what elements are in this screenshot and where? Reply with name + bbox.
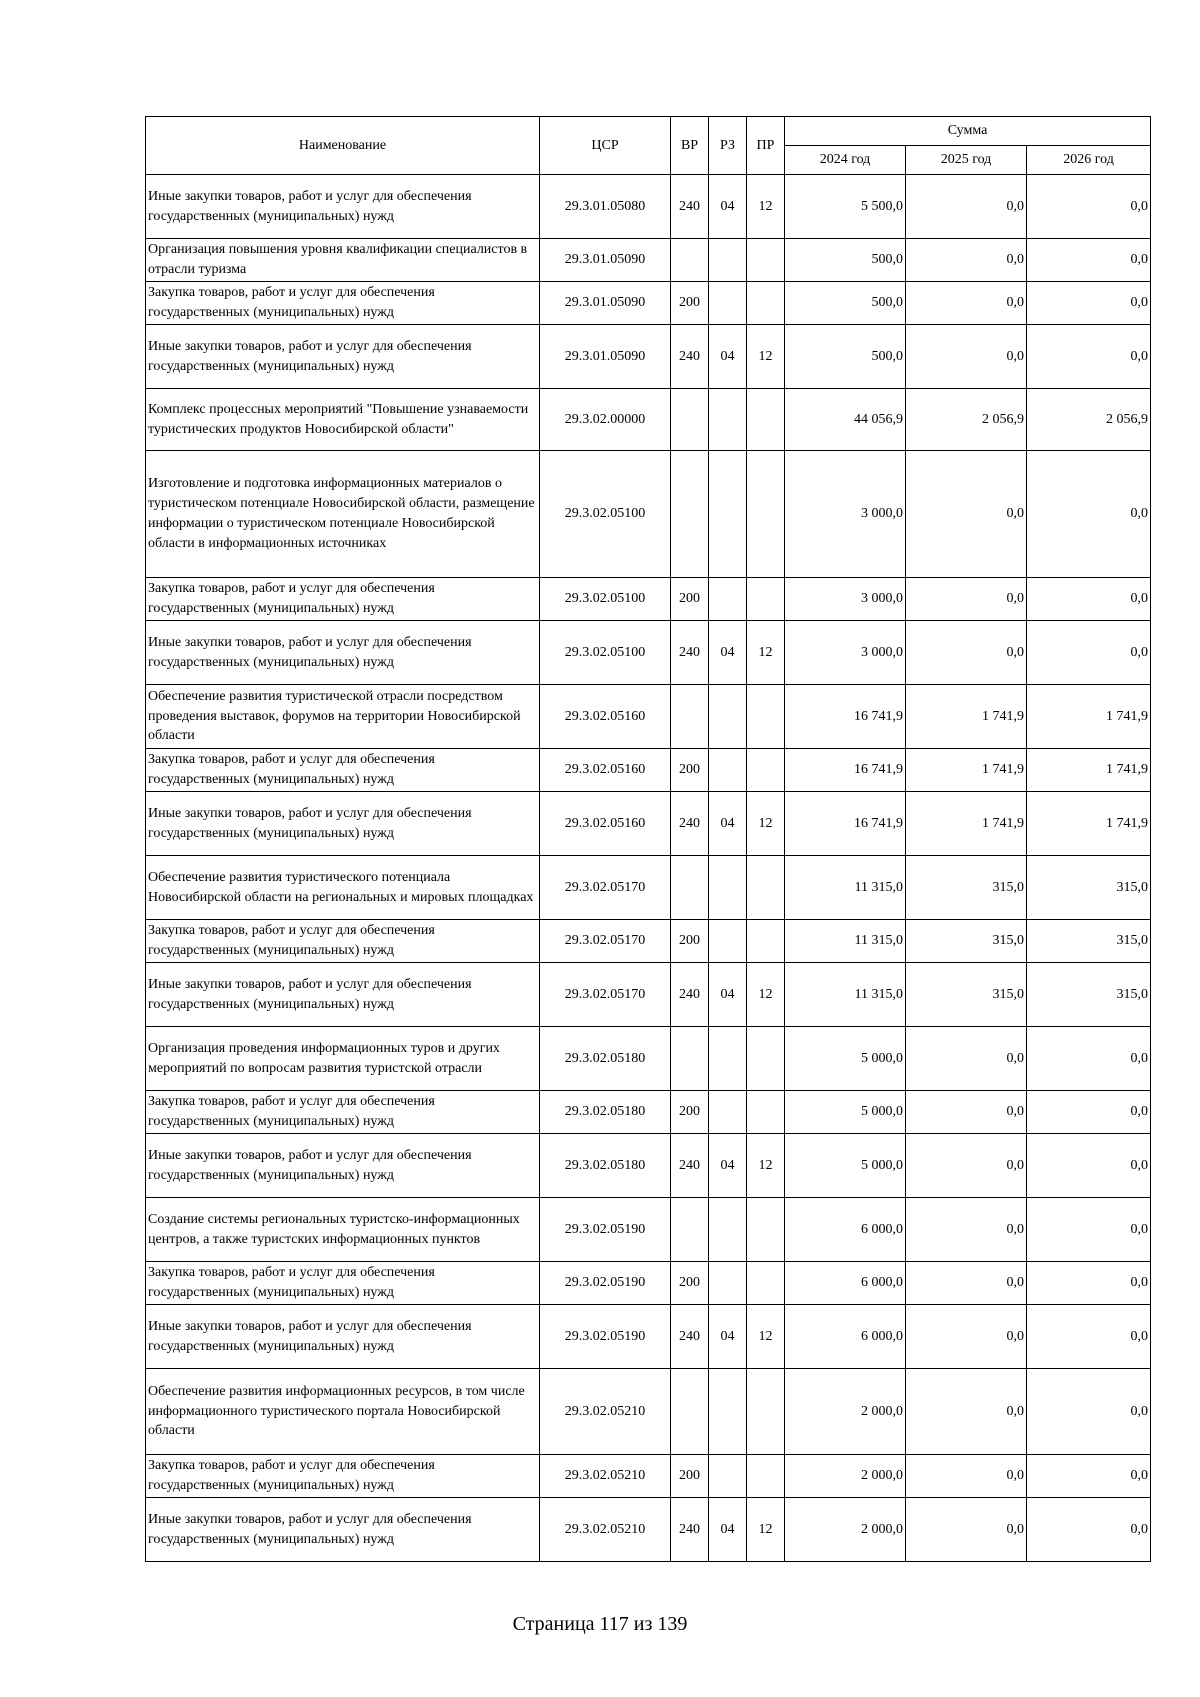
- row-sum-2025: 0,0: [906, 282, 1027, 325]
- row-sum-2024: 16 741,9: [785, 792, 906, 856]
- row-csr: 29.3.01.05090: [540, 325, 671, 389]
- row-sum-2024: 5 000,0: [785, 1091, 906, 1134]
- row-name: Закупка товаров, работ и услуг для обеспечения государственных (муниципальных) нужд: [146, 1262, 540, 1305]
- row-rz: [709, 1369, 747, 1455]
- row-rz: 04: [709, 1305, 747, 1369]
- table-row: [146, 175, 1151, 239]
- row-rz: [709, 282, 747, 325]
- row-vr: 240: [671, 1498, 709, 1562]
- row-sum-2024: 5 000,0: [785, 1134, 906, 1198]
- row-name: Изготовление и подготовка информационных материалов о туристическом потенциале Новосибирской области, размещение информации о туристическом потенциале Новосибирской области в информационных источниках: [146, 451, 540, 578]
- row-pr: 12: [747, 1305, 785, 1369]
- row-pr: [747, 389, 785, 451]
- row-sum-2026: 315,0: [1027, 856, 1151, 920]
- row-sum-2026: 0,0: [1027, 1498, 1151, 1562]
- row-vr: 200: [671, 920, 709, 963]
- row-rz: [709, 389, 747, 451]
- row-sum-2024: 6 000,0: [785, 1262, 906, 1305]
- row-sum-2024: 11 315,0: [785, 856, 906, 920]
- row-vr: 240: [671, 963, 709, 1027]
- row-sum-2025: 0,0: [906, 1305, 1027, 1369]
- row-rz: 04: [709, 1134, 747, 1198]
- row-sum-2026: 1 741,9: [1027, 792, 1151, 856]
- row-sum-2025: 0,0: [906, 1134, 1027, 1198]
- row-pr: [747, 239, 785, 282]
- row-rz: [709, 1091, 747, 1134]
- row-vr: [671, 1027, 709, 1091]
- row-csr: 29.3.02.05100: [540, 578, 671, 621]
- budget-table: [145, 116, 1151, 1562]
- row-sum-2025: 0,0: [906, 578, 1027, 621]
- row-csr: 29.3.02.05170: [540, 856, 671, 920]
- row-pr: [747, 578, 785, 621]
- row-sum-2025: 0,0: [906, 1027, 1027, 1091]
- row-pr: 12: [747, 963, 785, 1027]
- row-rz: 04: [709, 1498, 747, 1562]
- row-csr: 29.3.02.05210: [540, 1455, 671, 1498]
- row-sum-2024: 500,0: [785, 239, 906, 282]
- row-name: Обеспечение развития туристической отрасли посредством проведения выставок, форумов на территории Новосибирской области: [146, 685, 540, 749]
- table-row: [146, 1262, 1151, 1305]
- row-csr: 29.3.02.05170: [540, 963, 671, 1027]
- row-csr: 29.3.02.05160: [540, 792, 671, 856]
- row-rz: [709, 1262, 747, 1305]
- row-sum-2025: 315,0: [906, 920, 1027, 963]
- row-pr: 12: [747, 1498, 785, 1562]
- row-name: Иные закупки товаров, работ и услуг для обеспечения государственных (муниципальных) нужд: [146, 621, 540, 685]
- row-name: Закупка товаров, работ и услуг для обеспечения государственных (муниципальных) нужд: [146, 578, 540, 621]
- table-body: [146, 175, 1151, 1562]
- row-vr: [671, 389, 709, 451]
- row-name: Создание системы региональных туристско-информационных центров, а также туристских информационных пунктов: [146, 1198, 540, 1262]
- row-pr: [747, 282, 785, 325]
- table-row: [146, 389, 1151, 451]
- row-rz: [709, 685, 747, 749]
- row-sum-2026: 0,0: [1027, 1369, 1151, 1455]
- row-pr: 12: [747, 325, 785, 389]
- row-sum-2025: 315,0: [906, 856, 1027, 920]
- row-rz: 04: [709, 175, 747, 239]
- row-sum-2026: 0,0: [1027, 1198, 1151, 1262]
- row-name: Обеспечение развития туристического потенциала Новосибирской области на региональных и мировых площадках: [146, 856, 540, 920]
- row-rz: 04: [709, 325, 747, 389]
- table-row: [146, 1198, 1151, 1262]
- row-pr: [747, 920, 785, 963]
- row-vr: [671, 1369, 709, 1455]
- table-row: [146, 920, 1151, 963]
- row-name: Комплекс процессных мероприятий "Повышение узнаваемости туристических продуктов Новосибирской области": [146, 389, 540, 451]
- table-row: [146, 1091, 1151, 1134]
- header-year-2026: 2026 год: [1027, 146, 1151, 175]
- row-sum-2024: 3 000,0: [785, 578, 906, 621]
- row-sum-2025: 0,0: [906, 621, 1027, 685]
- row-sum-2024: 16 741,9: [785, 749, 906, 792]
- row-vr: 200: [671, 578, 709, 621]
- row-rz: [709, 451, 747, 578]
- row-name: Закупка товаров, работ и услуг для обеспечения государственных (муниципальных) нужд: [146, 1455, 540, 1498]
- row-pr: [747, 856, 785, 920]
- row-name: Иные закупки товаров, работ и услуг для обеспечения государственных (муниципальных) нужд: [146, 325, 540, 389]
- row-sum-2026: 0,0: [1027, 175, 1151, 239]
- row-vr: 200: [671, 749, 709, 792]
- row-csr: 29.3.02.05180: [540, 1027, 671, 1091]
- row-sum-2025: 0,0: [906, 325, 1027, 389]
- table-row: [146, 239, 1151, 282]
- row-sum-2024: 11 315,0: [785, 963, 906, 1027]
- header-sum: Сумма: [785, 117, 1151, 146]
- row-sum-2026: 315,0: [1027, 963, 1151, 1027]
- row-sum-2025: 0,0: [906, 1262, 1027, 1305]
- row-name: Иные закупки товаров, работ и услуг для обеспечения государственных (муниципальных) нужд: [146, 1498, 540, 1562]
- row-csr: 29.3.02.05210: [540, 1498, 671, 1562]
- row-sum-2025: 1 741,9: [906, 792, 1027, 856]
- row-pr: [747, 451, 785, 578]
- header-vr: ВР: [671, 117, 709, 175]
- row-name: Иные закупки товаров, работ и услуг для обеспечения государственных (муниципальных) нужд: [146, 963, 540, 1027]
- row-sum-2024: 3 000,0: [785, 621, 906, 685]
- row-pr: 12: [747, 792, 785, 856]
- row-rz: [709, 1455, 747, 1498]
- row-vr: [671, 451, 709, 578]
- row-vr: 240: [671, 1134, 709, 1198]
- row-sum-2026: 0,0: [1027, 1262, 1151, 1305]
- row-sum-2026: 0,0: [1027, 282, 1151, 325]
- row-pr: [747, 1091, 785, 1134]
- row-vr: 240: [671, 325, 709, 389]
- row-rz: [709, 749, 747, 792]
- row-sum-2026: 0,0: [1027, 1305, 1151, 1369]
- row-sum-2025: 0,0: [906, 1091, 1027, 1134]
- row-sum-2024: 2 000,0: [785, 1498, 906, 1562]
- row-csr: 29.3.02.05190: [540, 1198, 671, 1262]
- row-name: Закупка товаров, работ и услуг для обеспечения государственных (муниципальных) нужд: [146, 282, 540, 325]
- row-rz: [709, 920, 747, 963]
- table-row: [146, 856, 1151, 920]
- row-pr: [747, 1198, 785, 1262]
- row-vr: [671, 856, 709, 920]
- row-pr: 12: [747, 1134, 785, 1198]
- header-csr: ЦСР: [540, 117, 671, 175]
- row-sum-2026: 315,0: [1027, 920, 1151, 963]
- table-row: [146, 1027, 1151, 1091]
- row-sum-2024: 2 000,0: [785, 1455, 906, 1498]
- row-sum-2024: 2 000,0: [785, 1369, 906, 1455]
- header-year-2024: 2024 год: [785, 146, 906, 175]
- row-sum-2026: 0,0: [1027, 325, 1151, 389]
- row-csr: 29.3.01.05090: [540, 282, 671, 325]
- row-sum-2025: 0,0: [906, 175, 1027, 239]
- row-pr: [747, 1455, 785, 1498]
- row-csr: 29.3.02.05100: [540, 621, 671, 685]
- row-sum-2026: 0,0: [1027, 1134, 1151, 1198]
- row-sum-2025: 2 056,9: [906, 389, 1027, 451]
- row-vr: [671, 1198, 709, 1262]
- table-row: [146, 1455, 1151, 1498]
- header-row-top: [146, 117, 1151, 146]
- row-vr: [671, 239, 709, 282]
- table-row: [146, 621, 1151, 685]
- table-row: [146, 1134, 1151, 1198]
- row-sum-2026: 0,0: [1027, 1091, 1151, 1134]
- row-sum-2024: 5 500,0: [785, 175, 906, 239]
- row-rz: 04: [709, 963, 747, 1027]
- row-sum-2024: 500,0: [785, 325, 906, 389]
- table-row: [146, 1369, 1151, 1455]
- row-csr: 29.3.02.05100: [540, 451, 671, 578]
- row-name: Обеспечение развития информационных ресурсов, в том числе информационного туристического портала Новосибирской области: [146, 1369, 540, 1455]
- table-row: [146, 578, 1151, 621]
- row-sum-2024: 5 000,0: [785, 1027, 906, 1091]
- table-row: [146, 792, 1151, 856]
- row-sum-2024: 16 741,9: [785, 685, 906, 749]
- row-name: Закупка товаров, работ и услуг для обеспечения государственных (муниципальных) нужд: [146, 749, 540, 792]
- row-sum-2025: 0,0: [906, 1455, 1027, 1498]
- row-vr: 200: [671, 1262, 709, 1305]
- table-header: [146, 117, 1151, 175]
- row-pr: [747, 1027, 785, 1091]
- row-csr: 29.3.01.05090: [540, 239, 671, 282]
- row-rz: [709, 1198, 747, 1262]
- row-sum-2025: 0,0: [906, 1369, 1027, 1455]
- row-sum-2026: 0,0: [1027, 621, 1151, 685]
- row-sum-2024: 6 000,0: [785, 1198, 906, 1262]
- row-pr: [747, 1369, 785, 1455]
- row-sum-2025: 0,0: [906, 451, 1027, 578]
- table-row: [146, 749, 1151, 792]
- row-sum-2025: 0,0: [906, 239, 1027, 282]
- table-row: [146, 325, 1151, 389]
- row-sum-2024: 3 000,0: [785, 451, 906, 578]
- row-name: Закупка товаров, работ и услуг для обеспечения государственных (муниципальных) нужд: [146, 920, 540, 963]
- row-sum-2025: 0,0: [906, 1498, 1027, 1562]
- row-sum-2026: 0,0: [1027, 578, 1151, 621]
- row-sum-2026: 0,0: [1027, 451, 1151, 578]
- row-sum-2025: 315,0: [906, 963, 1027, 1027]
- row-sum-2024: 6 000,0: [785, 1305, 906, 1369]
- row-sum-2026: 0,0: [1027, 1027, 1151, 1091]
- row-vr: 240: [671, 621, 709, 685]
- header-pr: ПР: [747, 117, 785, 175]
- row-vr: 240: [671, 175, 709, 239]
- row-rz: [709, 856, 747, 920]
- row-csr: 29.3.02.05160: [540, 685, 671, 749]
- row-sum-2026: 1 741,9: [1027, 749, 1151, 792]
- row-rz: 04: [709, 792, 747, 856]
- row-sum-2026: 0,0: [1027, 1455, 1151, 1498]
- row-vr: 200: [671, 282, 709, 325]
- header-rz: РЗ: [709, 117, 747, 175]
- row-sum-2025: 1 741,9: [906, 685, 1027, 749]
- row-rz: 04: [709, 621, 747, 685]
- page-number: Страница 117 из 139: [512, 1613, 688, 1635]
- row-csr: 29.3.02.05190: [540, 1262, 671, 1305]
- row-rz: [709, 1027, 747, 1091]
- row-rz: [709, 578, 747, 621]
- row-pr: [747, 1262, 785, 1305]
- row-name: Иные закупки товаров, работ и услуг для обеспечения государственных (муниципальных) нужд: [146, 1134, 540, 1198]
- row-vr: 240: [671, 792, 709, 856]
- header-year-2025: 2025 год: [906, 146, 1027, 175]
- row-sum-2026: 2 056,9: [1027, 389, 1151, 451]
- row-sum-2024: 500,0: [785, 282, 906, 325]
- row-csr: 29.3.02.05180: [540, 1134, 671, 1198]
- table-row: [146, 451, 1151, 578]
- row-sum-2026: 0,0: [1027, 239, 1151, 282]
- row-vr: 200: [671, 1091, 709, 1134]
- row-pr: 12: [747, 175, 785, 239]
- row-csr: 29.3.02.05210: [540, 1369, 671, 1455]
- row-csr: 29.3.02.00000: [540, 389, 671, 451]
- table-row: [146, 963, 1151, 1027]
- row-name: Иные закупки товаров, работ и услуг для обеспечения государственных (муниципальных) нужд: [146, 1305, 540, 1369]
- table-row: [146, 1305, 1151, 1369]
- row-sum-2024: 44 056,9: [785, 389, 906, 451]
- row-pr: [747, 749, 785, 792]
- row-sum-2025: 1 741,9: [906, 749, 1027, 792]
- row-name: Иные закупки товаров, работ и услуг для обеспечения государственных (муниципальных) нужд: [146, 792, 540, 856]
- row-pr: 12: [747, 621, 785, 685]
- row-csr: 29.3.01.05080: [540, 175, 671, 239]
- table-row: [146, 282, 1151, 325]
- row-csr: 29.3.02.05180: [540, 1091, 671, 1134]
- row-csr: 29.3.02.05160: [540, 749, 671, 792]
- row-csr: 29.3.02.05170: [540, 920, 671, 963]
- row-name: Закупка товаров, работ и услуг для обеспечения государственных (муниципальных) нужд: [146, 1091, 540, 1134]
- table-row: [146, 685, 1151, 749]
- header-name: Наименование: [146, 117, 540, 175]
- row-rz: [709, 239, 747, 282]
- row-csr: 29.3.02.05190: [540, 1305, 671, 1369]
- row-name: Иные закупки товаров, работ и услуг для обеспечения государственных (муниципальных) нужд: [146, 175, 540, 239]
- table-row: [146, 1498, 1151, 1562]
- row-vr: 200: [671, 1455, 709, 1498]
- row-vr: [671, 685, 709, 749]
- row-pr: [747, 685, 785, 749]
- row-sum-2026: 1 741,9: [1027, 685, 1151, 749]
- row-name: Организация проведения информационных туров и других мероприятий по вопросам развития туристской отрасли: [146, 1027, 540, 1091]
- row-sum-2025: 0,0: [906, 1198, 1027, 1262]
- row-name: Организация повышения уровня квалификации специалистов в отрасли туризма: [146, 239, 540, 282]
- row-sum-2024: 11 315,0: [785, 920, 906, 963]
- row-vr: 240: [671, 1305, 709, 1369]
